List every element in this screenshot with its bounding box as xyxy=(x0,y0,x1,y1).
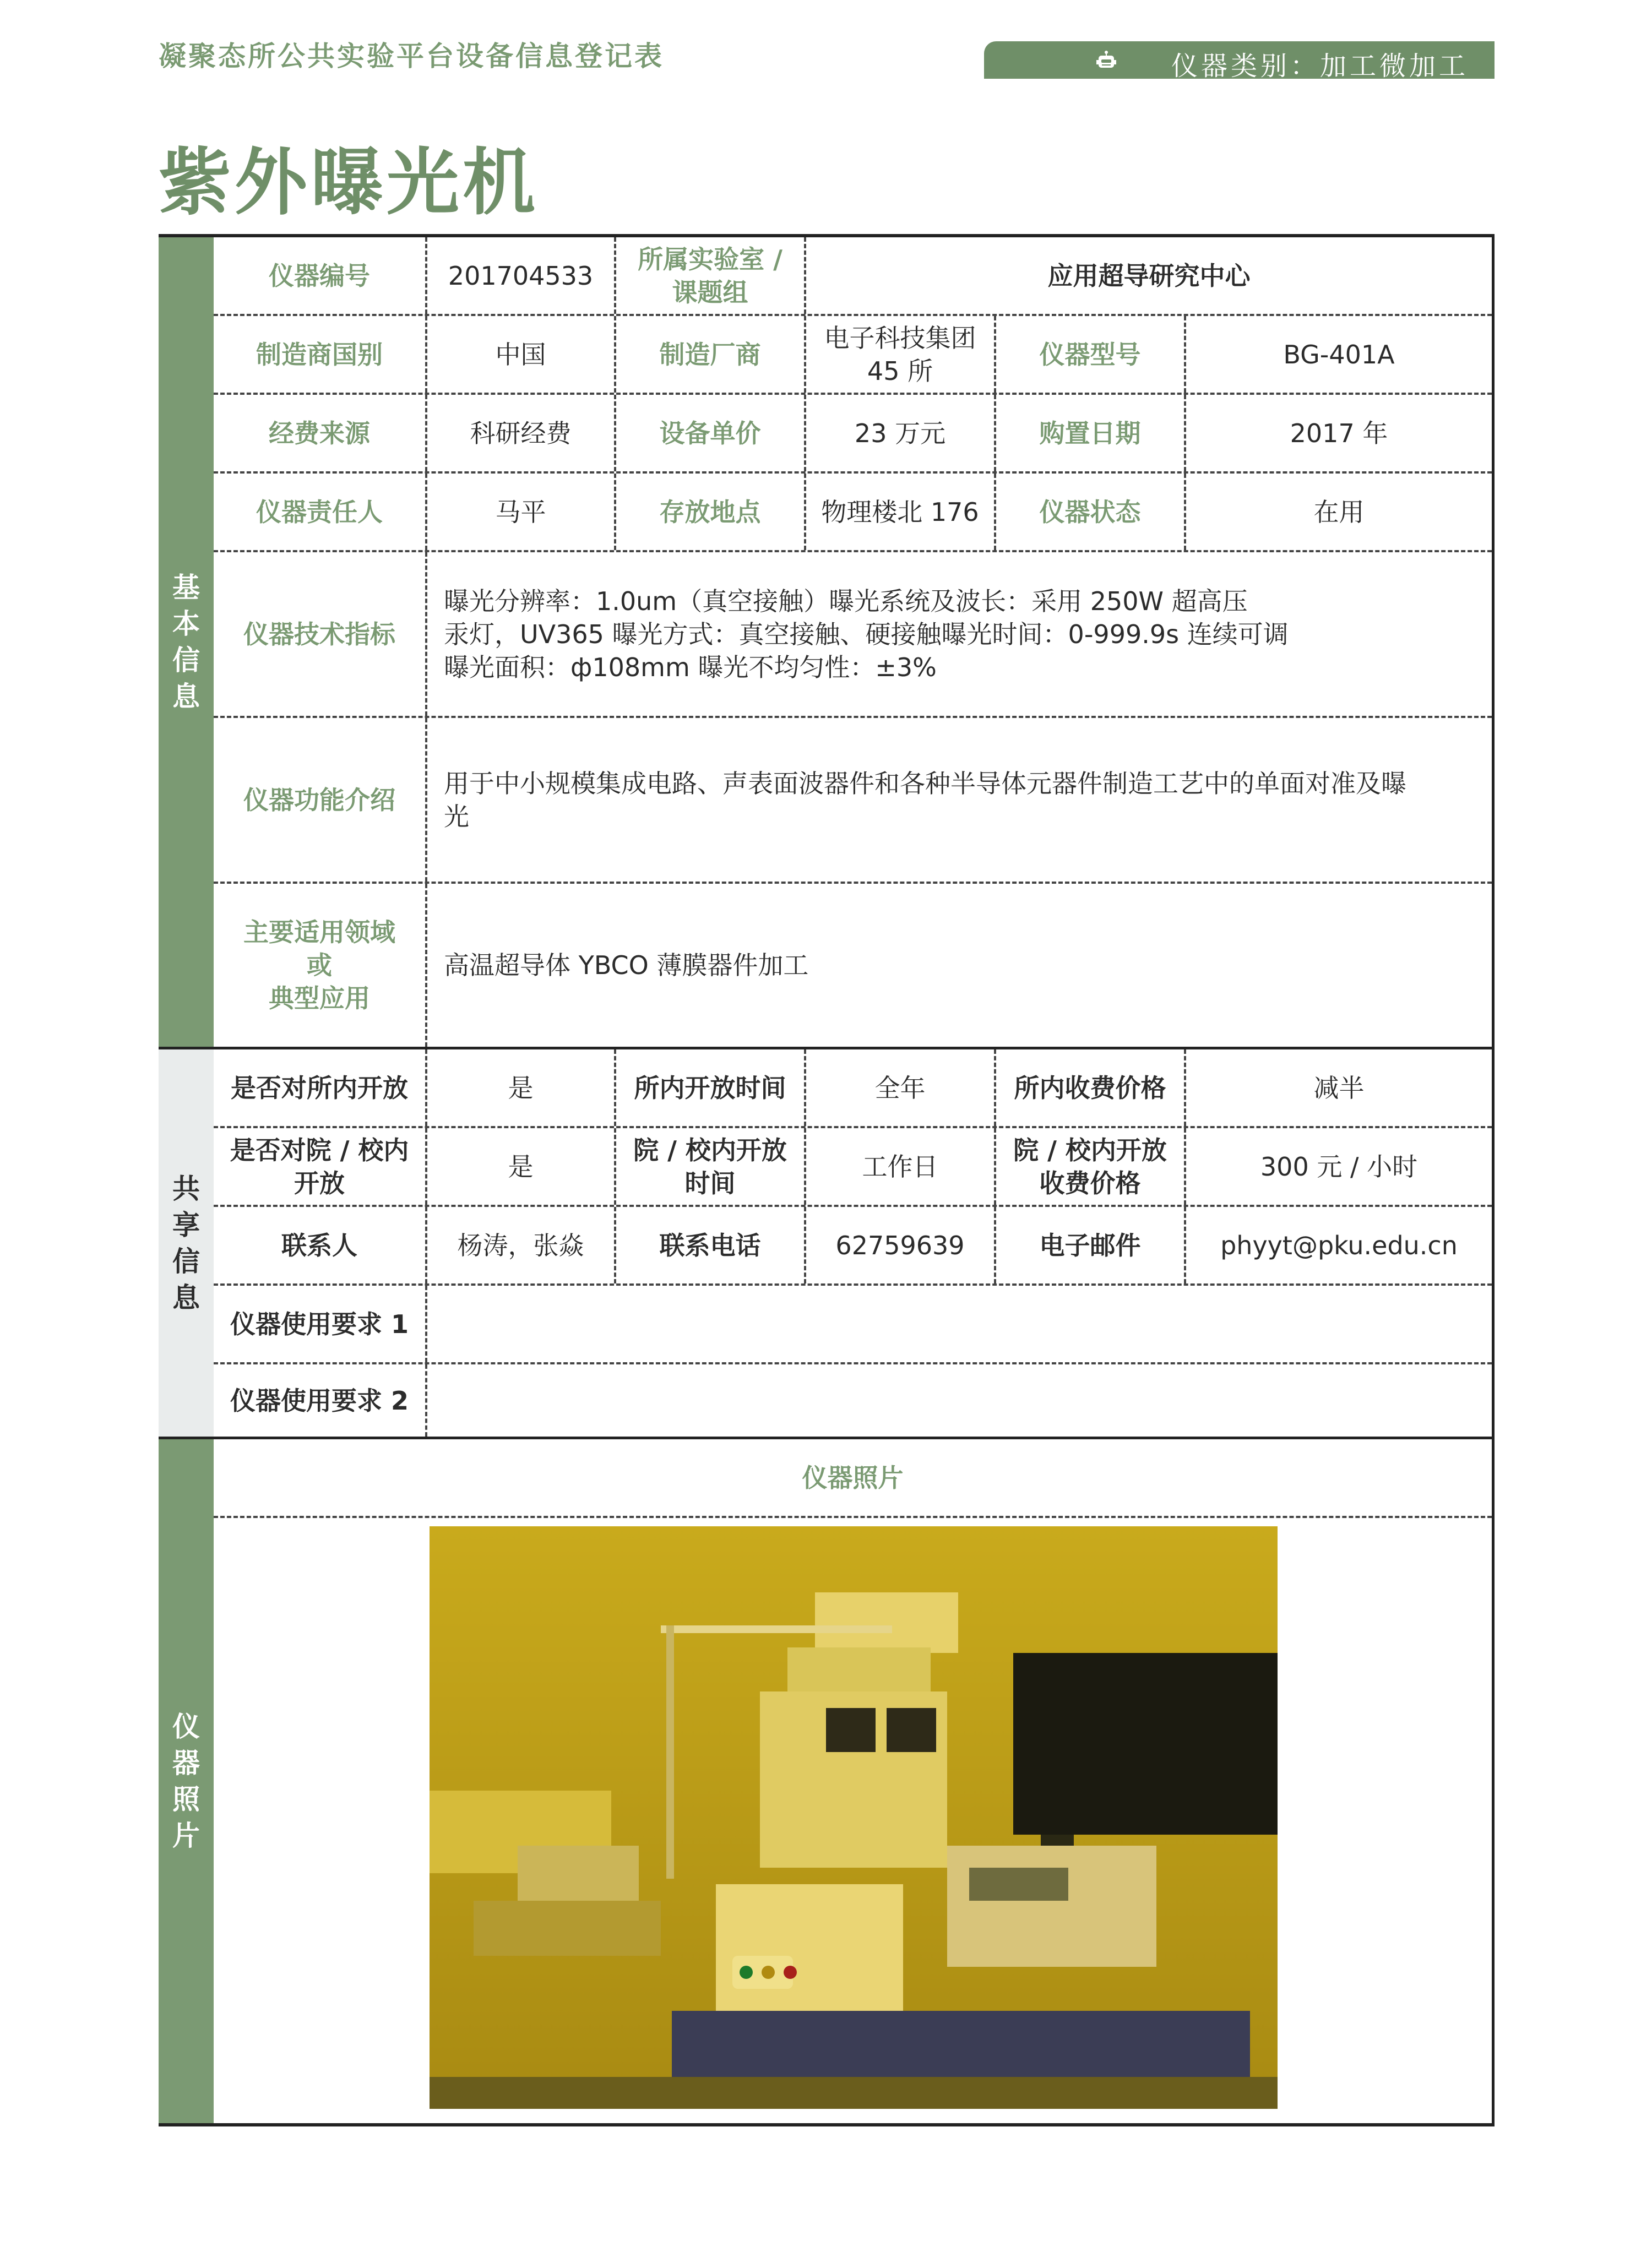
label-instrument-id: 仪器编号 xyxy=(214,237,427,314)
table-row xyxy=(214,1207,1492,1286)
value-internal-time: 全年 xyxy=(806,1049,996,1126)
value-lab: 应用超导研究中心 xyxy=(1047,260,1251,291)
value-contact: 杨涛，张焱 xyxy=(427,1207,616,1283)
value-model: BG-401A xyxy=(1283,339,1395,369)
section-photo-label: 仪 器 照 片 xyxy=(159,1439,214,2123)
value-instrument-id: 201704533 xyxy=(427,237,616,314)
photo-label: 仪器照片 xyxy=(802,1462,904,1493)
label-internal-open: 是否对所内开放 xyxy=(214,1049,427,1126)
label-requirement-1: 仪器使用要求 1 xyxy=(214,1286,427,1362)
value-phone: 62759639 xyxy=(806,1207,996,1283)
label-campus-open: 是否对院 / 校内 开放 xyxy=(214,1128,427,1205)
label-application: 主要适用领域 或 典型应用 xyxy=(214,884,427,1047)
value-internal-open: 是 xyxy=(427,1049,616,1126)
value-purchase-date: 2017 年 xyxy=(1290,418,1388,448)
value-function: 用于中小规模集成电路、声表面波器件和各种半导体元器件制造工艺中的单面对准及曝 光 xyxy=(444,768,1406,831)
value-requirement-2 xyxy=(427,1364,1492,1437)
label-lab: 所属实验室 / 课题组 xyxy=(616,237,806,314)
robot-icon xyxy=(1094,48,1118,72)
label-location: 存放地点 xyxy=(616,474,806,550)
label-internal-fee: 所内收费价格 xyxy=(996,1049,1186,1126)
label-country: 制造商国别 xyxy=(214,316,427,393)
section-share-label: 共 享 信 息 xyxy=(159,1049,214,1437)
value-owner: 马平 xyxy=(427,474,616,550)
value-campus-open: 是 xyxy=(427,1128,616,1205)
table-row xyxy=(214,552,1492,718)
label-contact: 联系人 xyxy=(214,1207,427,1283)
label-email: 电子邮件 xyxy=(996,1207,1186,1283)
value-internal-fee: 减半 xyxy=(1313,1073,1365,1103)
label-owner: 仪器责任人 xyxy=(214,474,427,550)
instrument-photo xyxy=(430,1526,1278,2109)
table-row xyxy=(214,395,1492,474)
table-row xyxy=(214,474,1492,552)
value-application: 高温超导体 YBCO 薄膜器件加工 xyxy=(444,950,809,980)
label-requirement-2: 仪器使用要求 2 xyxy=(214,1364,427,1437)
value-country: 中国 xyxy=(427,316,616,393)
label-manufacturer: 制造厂商 xyxy=(616,316,806,393)
value-status: 在用 xyxy=(1313,497,1365,527)
value-spec: 曝光分辨率：1.0um（真空接触）曝光系统及波长：采用 250W 超高压 汞灯，UV365 曝光方式：真空接触、硬接触曝光时间：0-999.9s 连续可调 曝光面积：ф108mm 曝光不均匀性：±3% xyxy=(444,586,1289,682)
value-location: 物理楼北 176 xyxy=(806,474,996,550)
label-campus-time: 院 / 校内开放 时间 xyxy=(616,1128,806,1205)
label-phone: 联系电话 xyxy=(616,1207,806,1283)
table-row xyxy=(214,316,1492,395)
table-row xyxy=(214,1286,1492,1364)
value-campus-fee: 300 元 / 小时 xyxy=(1260,1151,1418,1182)
value-funding: 科研经费 xyxy=(427,395,616,471)
page-title: 紫外曝光机 xyxy=(159,140,539,225)
value-email[interactable]: phyyt@pku.edu.cn xyxy=(1220,1230,1458,1260)
value-campus-time: 工作日 xyxy=(806,1128,996,1205)
value-requirement-1 xyxy=(427,1286,1492,1362)
label-funding: 经费来源 xyxy=(214,395,427,471)
table-row xyxy=(214,1128,1492,1207)
table-row xyxy=(214,1364,1492,1437)
section-basic-label: 基 本 信 息 xyxy=(159,237,214,1047)
category-text: 仪器类别：加工微加工 xyxy=(1171,51,1469,81)
value-manufacturer: 电子科技集团 45 所 xyxy=(806,316,996,393)
form-title: 凝聚态所公共实验平台设备信息登记表 xyxy=(159,40,664,72)
category-badge xyxy=(984,41,1495,79)
label-function: 仪器功能介绍 xyxy=(214,718,427,882)
table-row xyxy=(214,1049,1492,1128)
label-campus-fee: 院 / 校内开放 收费价格 xyxy=(996,1128,1186,1205)
table-row xyxy=(214,884,1492,1047)
label-spec: 仪器技术指标 xyxy=(214,552,427,716)
table-row xyxy=(214,1439,1492,1518)
label-status: 仪器状态 xyxy=(996,474,1186,550)
table-row xyxy=(214,237,1492,316)
label-internal-time: 所内开放时间 xyxy=(616,1049,806,1126)
label-purchase-date: 购置日期 xyxy=(996,395,1186,471)
label-price: 设备单价 xyxy=(616,395,806,471)
table-row xyxy=(214,718,1492,884)
label-model: 仪器型号 xyxy=(996,316,1186,393)
value-price: 23 万元 xyxy=(806,395,996,471)
